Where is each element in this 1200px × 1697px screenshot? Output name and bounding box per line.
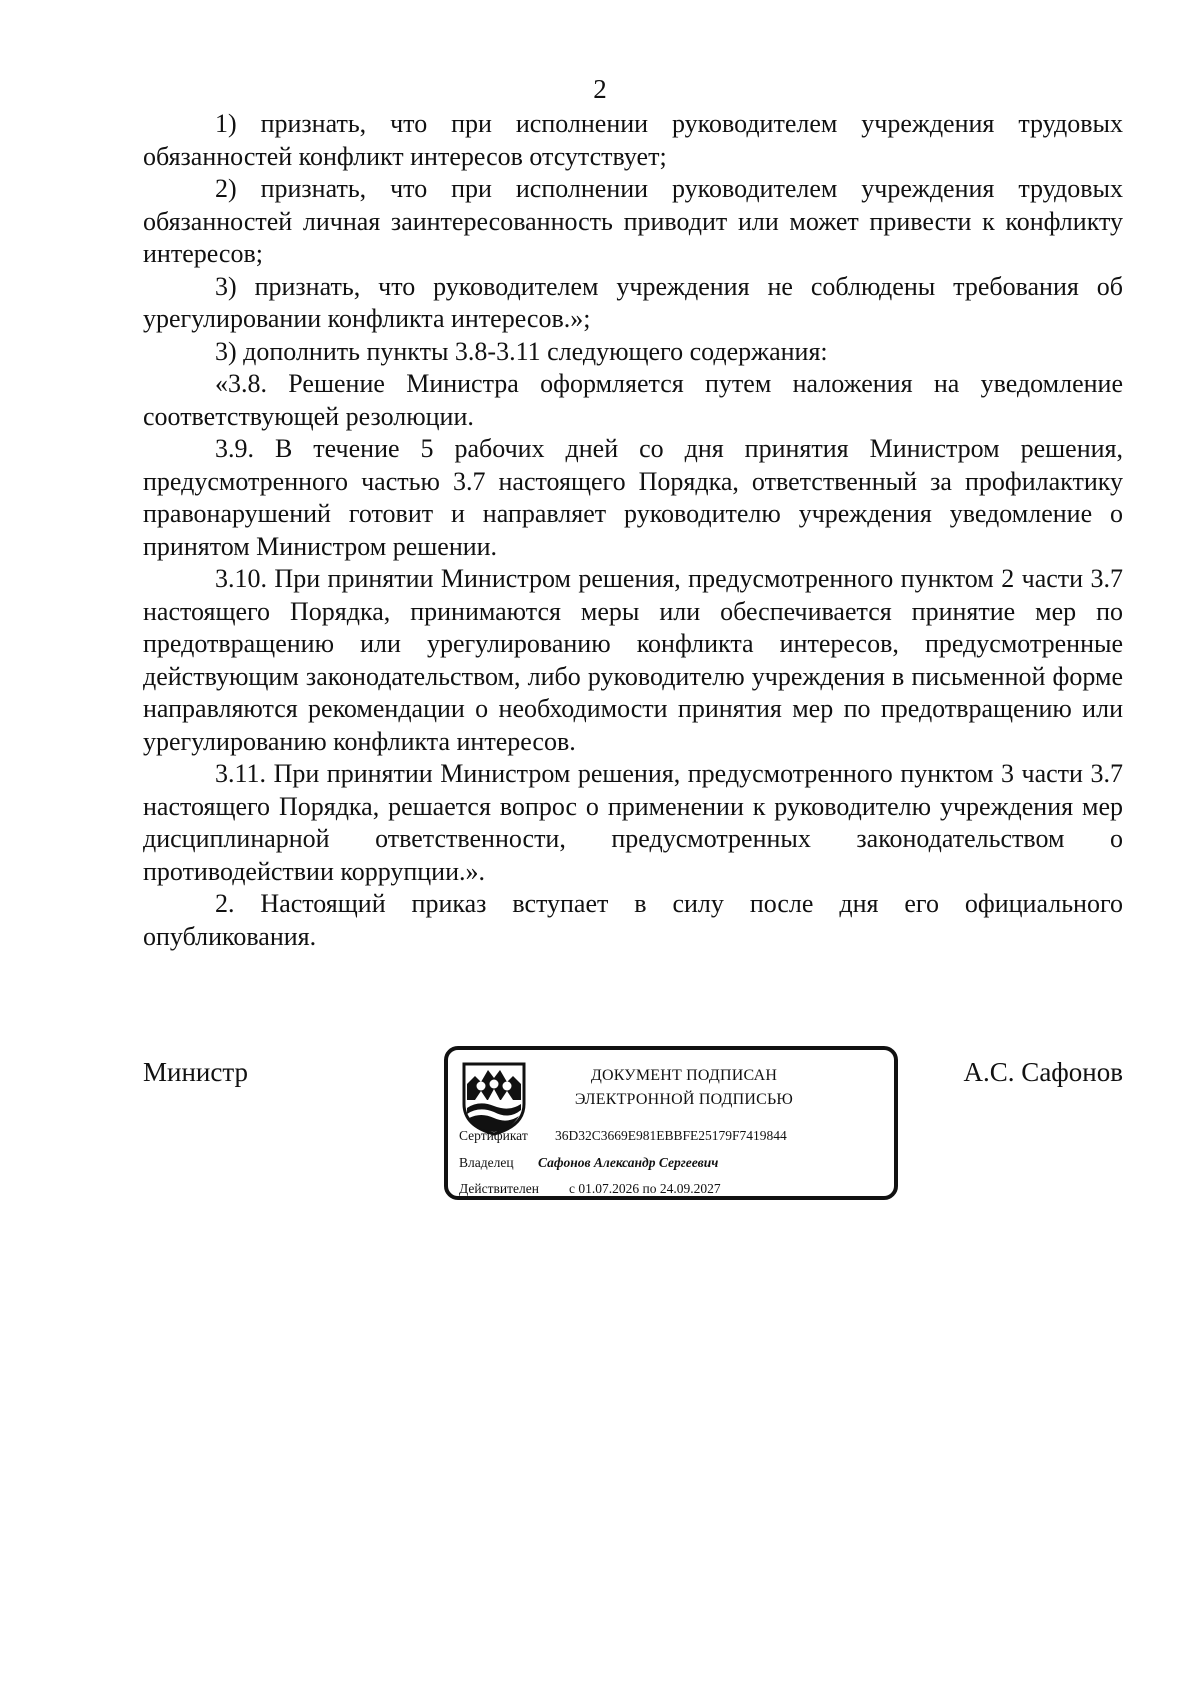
signature-block xyxy=(143,1046,1123,1216)
document-body xyxy=(143,108,1123,953)
stamp-title-line-2: ЭЛЕКТРОННОЙ ПОДПИСЬЮ xyxy=(574,1091,794,1108)
page-number: 2 xyxy=(593,74,607,104)
owner-label: Владелец xyxy=(459,1155,514,1170)
certificate-label: Сертификат xyxy=(459,1128,528,1143)
stamp-title xyxy=(534,1064,834,1112)
paragraph-clause-3-8: «3.8. Решение Министра оформляется путем наложения на уведомление соответствующей резолюции. xyxy=(143,369,1123,431)
stamp-title-line-1: ДОКУМЕНТ ПОДПИСАН xyxy=(590,1067,778,1084)
stamp-certificate-row xyxy=(459,1127,787,1145)
paragraph-item-3: 3) признать, что руководителем учреждения не соблюдены требования об урегулировании конфликта интересов.»; xyxy=(143,271,1123,333)
paragraph-item-1: 1) признать, что при исполнении руководителем учреждения трудовых обязанностей конфликт интересов отсутствует; xyxy=(143,109,1123,171)
owner-value: Сафонов Александр Сергеевич xyxy=(538,1155,719,1170)
paragraph-item-2: 2) признать, что при исполнении руководителем учреждения трудовых обязанностей личная заинтересованность приводит или может привести к конфликту интересов; xyxy=(143,174,1123,268)
paragraph-clause-3-9: 3.9. В течение 5 рабочих дней со дня принятия Министром решения, предусмотренного частью 3.7 настоящего Порядка, ответственный за профилактику правонарушений готовит и направляет руководителю учреждения уведомление о принятом Министром решении. xyxy=(143,434,1123,561)
validity-label: Действителен xyxy=(459,1181,539,1196)
certificate-value: 36D32C3669E981EBBFE25179F7419844 xyxy=(555,1128,787,1143)
paragraph-amendment-intro: 3) дополнить пункты 3.8-3.11 следующего содержания: xyxy=(215,336,828,366)
paragraph-effective-date: 2. Настоящий приказ вступает в силу после дня его официального опубликования. xyxy=(143,889,1123,951)
validity-value: с 01.07.2026 по 24.09.2027 xyxy=(569,1181,721,1196)
paragraph-clause-3-11: 3.11. При принятии Министром решения, предусмотренного пунктом 3 части 3.7 настоящего Порядка, решается вопрос о применении к руководителю учреждения мер дисциплинарной ответственности, предусмотренных законодательством о противодействии коррупции.». xyxy=(143,759,1123,886)
signatory-position: Министр xyxy=(143,1057,248,1087)
signatory-name: А.С. Сафонов xyxy=(963,1057,1123,1087)
electronic-signature-stamp xyxy=(444,1046,898,1200)
stamp-owner-row xyxy=(459,1154,718,1172)
paragraph-clause-3-10: 3.10. При принятии Министром решения, предусмотренного пунктом 2 части 3.7 настоящего Порядка, принимаются меры или обеспечивается принятие мер по предотвращению или урегулированию конфликта интересов, предусмотренные действующим законодательством, либо руководителю учреждения в письменной форме направляются рекомендации о необходимости принятия мер по предотвращению или урегулированию конфликта интересов. xyxy=(143,564,1123,756)
stamp-validity-row xyxy=(459,1180,721,1198)
regional-coat-of-arms-icon xyxy=(461,1060,527,1136)
